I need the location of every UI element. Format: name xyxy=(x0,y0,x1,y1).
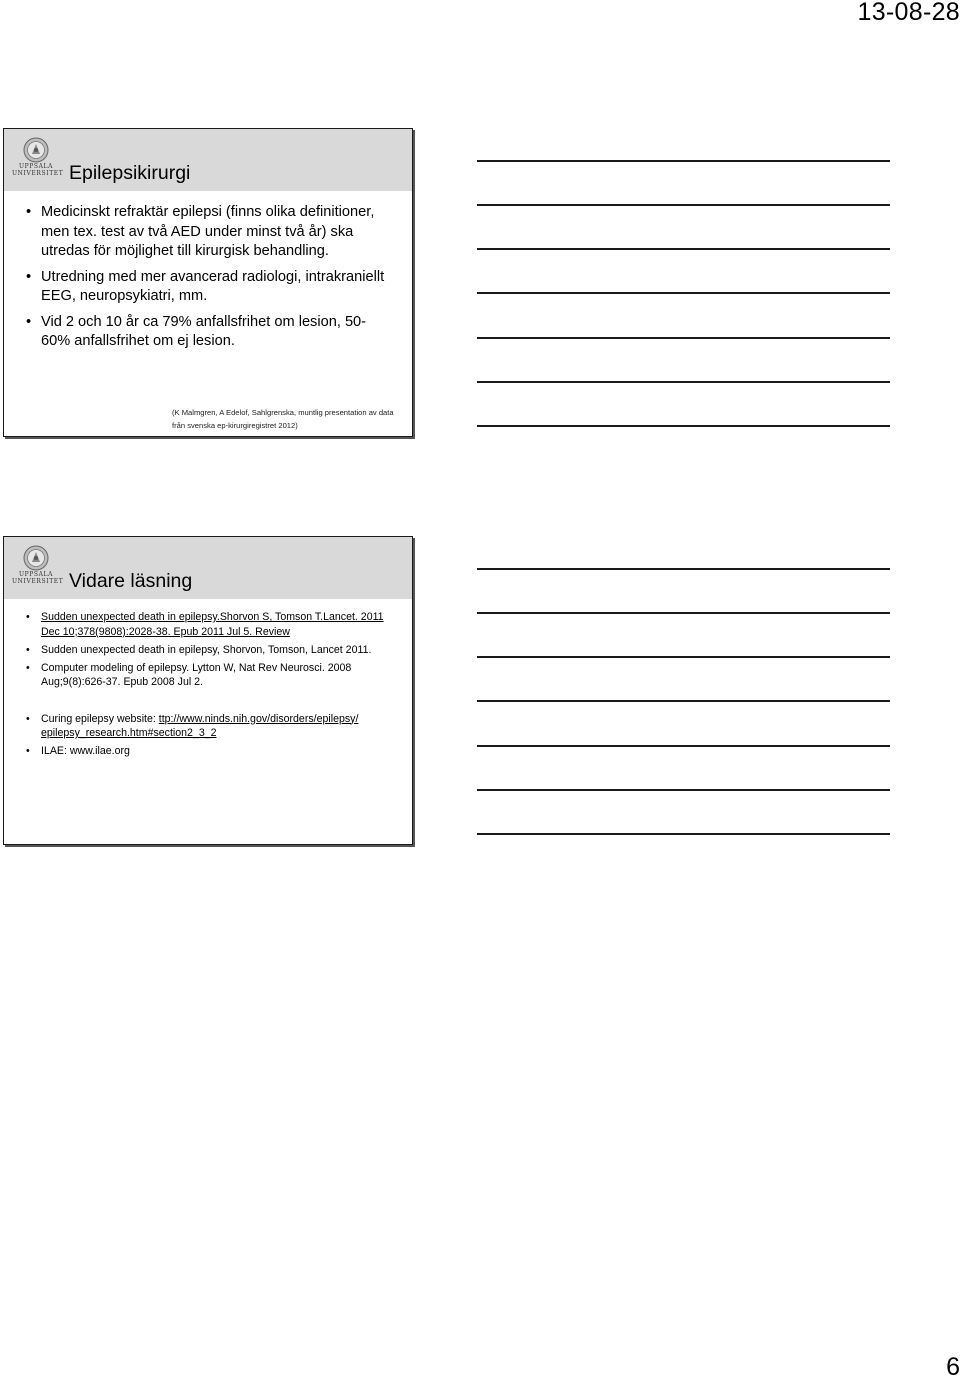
note-line xyxy=(477,700,890,702)
note-line xyxy=(477,381,890,383)
logo-line2: UNIVERSITET xyxy=(12,577,64,585)
slide-vidare-lasning xyxy=(3,536,413,845)
slide-title: Vidare läsning xyxy=(69,570,193,592)
note-line xyxy=(477,745,890,747)
logo-line1: UPPSALA xyxy=(18,163,54,170)
website-item xyxy=(4,712,412,741)
note-line xyxy=(477,612,890,614)
bullet-item: • Utredning med mer avancerad radiologi, intrakraniellt EEG, neuropsykiatri, mm. xyxy=(4,268,412,307)
note-line xyxy=(477,656,890,658)
university-seal-icon xyxy=(23,545,49,571)
note-line xyxy=(477,248,890,250)
reading-item: • Sudden unexpected death in epilepsy, Shorvon, Tomson, Lancet 2011. xyxy=(4,643,412,658)
note-line xyxy=(477,292,890,294)
slide-header xyxy=(4,129,412,191)
reading-list xyxy=(4,610,412,762)
note-line xyxy=(477,789,890,791)
source-citation: (K Malmgren, A Edelof, Sahlgrenska, muntlig presentation av data från svenska ep-kirurgiregistret 2012) xyxy=(172,408,394,430)
bullet-item: • Vid 2 och 10 år ca 79% anfallsfrihet om lesion, 50-60% anfallsfrihet om ej lesion. xyxy=(4,313,412,352)
logo-line2: UNIVERSITET xyxy=(12,169,64,177)
reading-link-item[interactable]: • Sudden unexpected death in epilepsy.Shorvon S, Tomson T.Lancet. 2011 Dec 10;378(9808):2028-38. Epub 2011 Jul 5. Review xyxy=(4,610,412,639)
page-number: 6 xyxy=(946,1353,960,1381)
note-line xyxy=(477,204,890,206)
note-line xyxy=(477,160,890,162)
website-label-and-link[interactable]: Curing epilepsy website: ttp://www.ninds.nih.gov/disorders/epilepsy/ epilepsy_research.htm#section2_3_2 xyxy=(41,712,359,739)
uppsala-logo xyxy=(12,545,64,591)
university-seal-icon xyxy=(23,137,49,163)
slide-epilepsikirurgi xyxy=(3,128,413,437)
note-line xyxy=(477,337,890,339)
logo-line1: UPPSALA xyxy=(18,571,54,578)
note-line xyxy=(477,833,890,835)
uppsala-logo xyxy=(12,137,64,183)
reading-item: • Computer modeling of epilepsy. Lytton W, Nat Rev Neurosci. 2008 Aug;9(8):626-37. Epub 2008 Jul 2. xyxy=(4,661,412,690)
bullet-item: • Medicinskt refraktär epilepsi (finns olika definitioner, men tex. test av två AED under minst två år) ska utredas för möjlighet till kirurgisk behandling. xyxy=(4,203,412,262)
slide-header xyxy=(4,537,412,599)
slide-title: Epilepsikirurgi xyxy=(69,162,191,184)
bullet-list xyxy=(4,203,412,358)
note-line xyxy=(477,425,890,427)
ilae-item[interactable]: • ILAE: www.ilae.org xyxy=(4,744,412,759)
page-date: 13-08-28 xyxy=(857,0,960,26)
note-line xyxy=(477,568,890,570)
